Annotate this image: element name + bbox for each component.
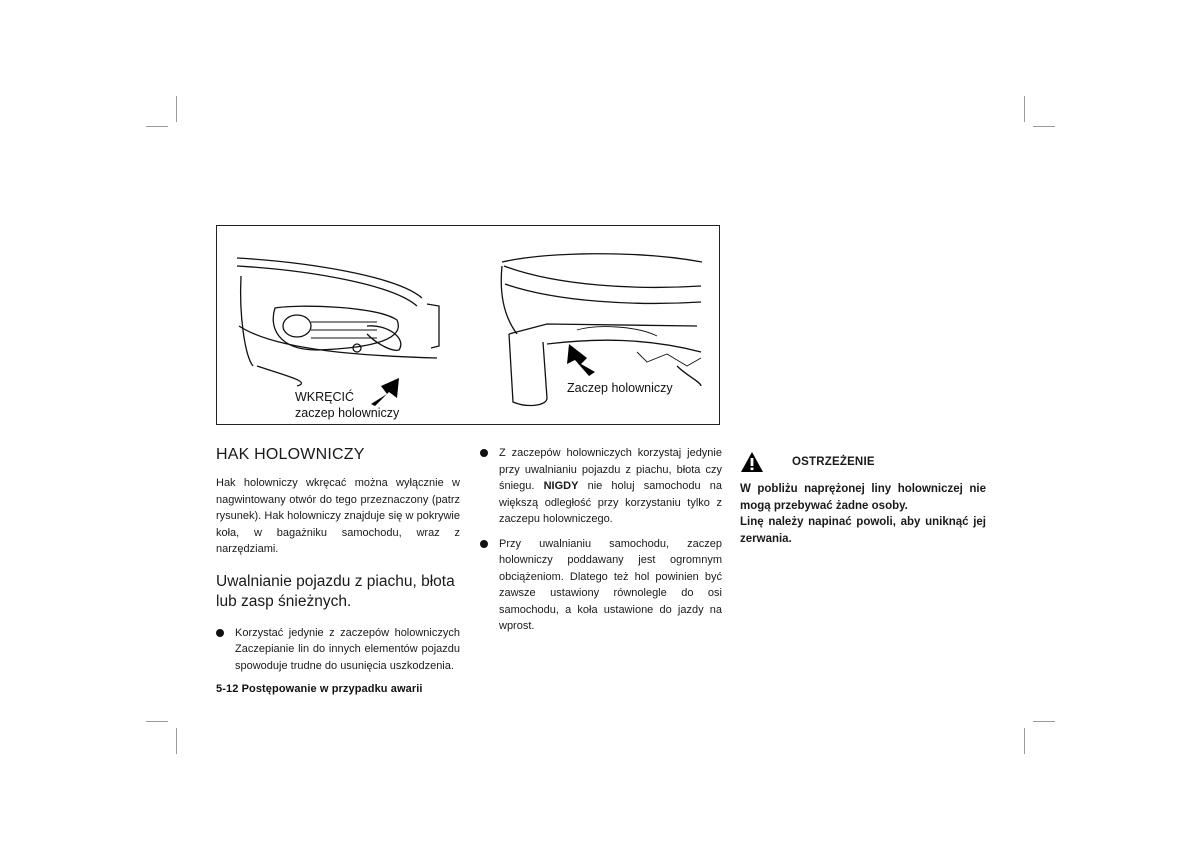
arrow-icon xyxy=(371,378,399,406)
crop-mark xyxy=(1024,96,1025,122)
page-footer: 5-12 Postępowanie w przypadku awarii xyxy=(216,683,423,695)
list-item-text: Z zaczepów holowniczych korzystaj jedynie przy uwalnianiu pojazdu z piachu, błota czy śniegu. xyxy=(499,447,722,492)
intro-paragraph: Hak holowniczy wkręcać można wyłącznie w nagwintowany otwór do tego przeznaczony (patrz rysunek). Hak holowniczy znajduje się w pokrywie koła, w bagażniku samochodu, wraz z narzędziami. xyxy=(216,477,460,555)
bullet-dot-icon xyxy=(216,629,224,637)
list-item xyxy=(480,536,722,635)
list-item xyxy=(480,445,722,528)
warning-triangle-icon xyxy=(740,451,764,473)
bullet-dot-icon xyxy=(480,449,488,457)
crop-mark xyxy=(176,96,177,122)
crop-mark xyxy=(146,126,168,127)
column-left xyxy=(216,445,460,682)
warning-title: OSTRZEŻENIE xyxy=(792,455,875,468)
column-middle xyxy=(480,445,722,643)
figure-label-tow-hook-left: zaczep holowniczy xyxy=(295,406,400,420)
warning-header xyxy=(740,451,986,473)
emphasis-never: NIGDY xyxy=(543,480,579,492)
crop-mark xyxy=(146,721,168,722)
crop-mark xyxy=(1024,728,1025,754)
warning-box xyxy=(740,445,986,547)
figure-label-screw-in: WKRĘCIĆ xyxy=(295,390,355,404)
crop-mark xyxy=(1033,721,1055,722)
section-heading: HAK HOLOWNICZY xyxy=(216,446,365,463)
crop-mark xyxy=(176,728,177,754)
list-item-text: nie holuj samochodu na większą odległość przy korzystaniu tylko z zaczepu holowniczego. xyxy=(499,480,722,525)
tow-hook-illustration xyxy=(216,225,720,425)
figure-label-tow-hook-right: Zaczep holowniczy xyxy=(567,381,673,395)
list-item xyxy=(216,625,460,675)
crop-mark xyxy=(1033,126,1055,127)
bullet-dot-icon xyxy=(480,540,488,548)
subsection-heading: Uwalnianie pojazdu z piachu, błota lub zasp śnieżnych. xyxy=(216,572,455,610)
warning-line: W pobliżu naprężonej liny holowniczej nie mogą przebywać żadne osoby. xyxy=(740,483,986,512)
warning-line: Linę należy napinać powoli, aby uniknąć jej zerwania. xyxy=(740,516,986,545)
warning-text xyxy=(740,481,986,547)
list-item-text: Przy uwalnianiu samochodu, zaczep holowniczy poddawany jest ogromnym obciążeniom. Dlatego też hol powinien być zawsze ustawiony równolegle do osi samochodu, a koła ustawione do jazdy na wprost. xyxy=(499,537,722,632)
list-item-text: Korzystać jedynie z zaczepów holowniczych Zaczepianie lin do innych elementów pojazdu spowoduje trudne do usunięcia uszkodzenia. xyxy=(235,626,460,672)
arrow-icon xyxy=(567,344,595,376)
